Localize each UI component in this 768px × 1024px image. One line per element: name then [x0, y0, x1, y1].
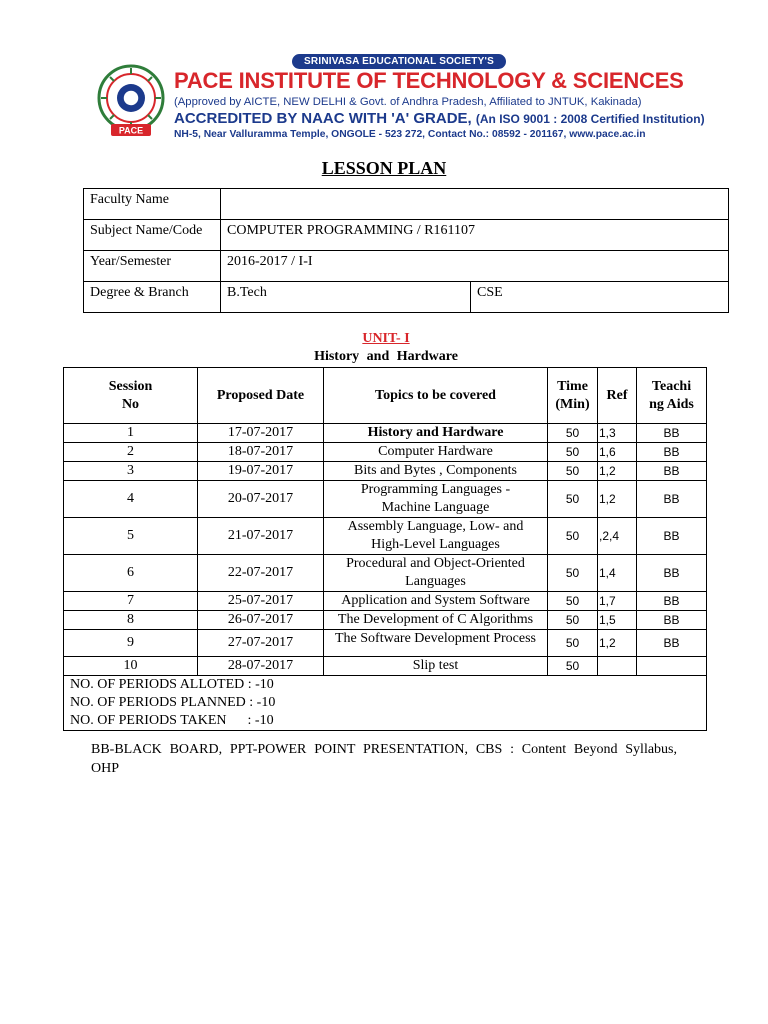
- course-info-table: [83, 188, 729, 313]
- table-row: [64, 518, 707, 555]
- proposed-date: 27-07-2017: [198, 630, 324, 657]
- unit-subtitle: History and Hardware: [314, 349, 458, 364]
- lesson-schedule-table: [63, 367, 707, 731]
- document-title: LESSON PLAN: [321, 158, 447, 178]
- ref: 1,3: [598, 424, 637, 443]
- teaching-aids: BB: [637, 443, 707, 462]
- topic: Slip test: [324, 657, 548, 676]
- session-no: 1: [64, 424, 198, 443]
- proposed-date: 25-07-2017: [198, 592, 324, 611]
- time-min: 50: [548, 611, 598, 630]
- ref: 1,5: [598, 611, 637, 630]
- topic-line1: Procedural and Object-Oriented: [346, 556, 525, 571]
- time-min: 50: [548, 657, 598, 676]
- table-row: [64, 555, 707, 592]
- header-session: [64, 368, 198, 424]
- header-session-line2: No: [121, 396, 140, 412]
- letterhead: [94, 52, 705, 142]
- topic-line1: Programming Languages -: [360, 482, 511, 497]
- topic: Computer Hardware: [324, 443, 548, 462]
- time-min: 50: [548, 443, 598, 462]
- periods-alloted: NO. OF PERIODS ALLOTED : -10: [70, 677, 274, 692]
- time-min: 50: [548, 555, 598, 592]
- degree-row: [84, 282, 729, 313]
- subject-value: COMPUTER PROGRAMMING / R161107: [221, 220, 729, 251]
- periods-summary: [64, 676, 707, 731]
- proposed-date: 18-07-2017: [198, 443, 324, 462]
- branch-value: CSE: [471, 282, 729, 313]
- proposed-date: 19-07-2017: [198, 462, 324, 481]
- schedule-header-row: [64, 368, 707, 424]
- header-time-line2: (Min): [555, 396, 590, 412]
- teaching-aids: BB: [637, 481, 707, 518]
- topic-line1: Assembly Language, Low- and: [347, 519, 524, 534]
- proposed-date: 21-07-2017: [198, 518, 324, 555]
- teaching-aids: BB: [637, 518, 707, 555]
- ref: 1,2: [598, 630, 637, 657]
- topic: The Software Development Process: [324, 630, 548, 657]
- ref: ,2,4: [598, 518, 637, 555]
- header-date: Proposed Date: [198, 368, 324, 424]
- society-name: SRINIVASA EDUCATIONAL SOCIETY'S: [292, 54, 506, 69]
- topic: History and Hardware: [324, 424, 548, 443]
- subject-row: [84, 220, 729, 251]
- time-min: 50: [548, 424, 598, 443]
- teaching-aids: BB: [637, 630, 707, 657]
- table-row: [64, 630, 707, 657]
- approval-line: (Approved by AICTE, NEW DELHI & Govt. of Andhra Pradesh, Affiliated to JNTUK, Kakinada): [174, 96, 642, 108]
- periods-summary-row: [64, 676, 707, 731]
- teaching-aids: BB: [637, 592, 707, 611]
- table-row: [64, 592, 707, 611]
- session-no: 6: [64, 555, 198, 592]
- header-ref: Ref: [598, 368, 637, 424]
- ref: 1,7: [598, 592, 637, 611]
- table-row: [64, 443, 707, 462]
- time-min: 50: [548, 592, 598, 611]
- faculty-label: Faculty Name: [84, 189, 221, 220]
- topic-line2: Machine Language: [381, 500, 490, 515]
- topic: [324, 518, 548, 555]
- topic: The Development of C Algorithms: [324, 611, 548, 630]
- subject-label: Subject Name/Code: [84, 220, 221, 251]
- ref: 1,6: [598, 443, 637, 462]
- session-no: 8: [64, 611, 198, 630]
- table-row: [64, 657, 707, 676]
- unit-title: UNIT- I: [362, 331, 410, 346]
- session-no: 10: [64, 657, 198, 676]
- session-no: 9: [64, 630, 198, 657]
- table-row: [64, 481, 707, 518]
- table-row: [64, 611, 707, 630]
- institute-name: PACE INSTITUTE OF TECHNOLOGY & SCIENCES: [174, 68, 684, 93]
- year-value: 2016-2017 / I-I: [221, 251, 729, 282]
- session-no: 2: [64, 443, 198, 462]
- header-aids-line1: Teachi: [651, 378, 692, 394]
- topic: Bits and Bytes , Components: [324, 462, 548, 481]
- faculty-row: [84, 189, 729, 220]
- abbreviation-legend: BB-BLACK BOARD, PPT-POWER POINT PRESENTATION, CBS : Content Beyond Syllabus, OHP: [91, 742, 677, 776]
- time-min: 50: [548, 481, 598, 518]
- accreditation-main: ACCREDITED BY NAAC WITH 'A' GRADE,: [174, 110, 472, 127]
- proposed-date: 26-07-2017: [198, 611, 324, 630]
- logo-label: PACE: [118, 125, 144, 136]
- table-row: [64, 424, 707, 443]
- session-no: 5: [64, 518, 198, 555]
- degree-value: B.Tech: [221, 282, 471, 313]
- proposed-date: 17-07-2017: [198, 424, 324, 443]
- accreditation-line: [174, 110, 705, 127]
- teaching-aids: BB: [637, 462, 707, 481]
- topic: [324, 481, 548, 518]
- faculty-value: [221, 189, 729, 220]
- session-no: 4: [64, 481, 198, 518]
- topic: Application and System Software: [324, 592, 548, 611]
- periods-taken: NO. OF PERIODS TAKEN : -10: [70, 713, 274, 728]
- ref: 1,2: [598, 481, 637, 518]
- header-time-line1: Time: [557, 378, 588, 394]
- time-min: 50: [548, 630, 598, 657]
- session-no: 3: [64, 462, 198, 481]
- time-min: 50: [548, 462, 598, 481]
- ref: [598, 657, 637, 676]
- topic: [324, 555, 548, 592]
- ref: 1,4: [598, 555, 637, 592]
- teaching-aids: BB: [637, 424, 707, 443]
- session-no: 7: [64, 592, 198, 611]
- accreditation-iso: (An ISO 9001 : 2008 Certified Institution): [475, 112, 705, 126]
- proposed-date: 20-07-2017: [198, 481, 324, 518]
- topic-line2: High-Level Languages: [371, 537, 500, 552]
- teaching-aids: BB: [637, 611, 707, 630]
- ref: 1,2: [598, 462, 637, 481]
- proposed-date: 22-07-2017: [198, 555, 324, 592]
- year-row: [84, 251, 729, 282]
- teaching-aids: [637, 657, 707, 676]
- header-aids: [637, 368, 707, 424]
- header-aids-line2: ng Aids: [649, 396, 694, 412]
- teaching-aids: BB: [637, 555, 707, 592]
- header-session-line1: Session: [108, 378, 153, 394]
- year-label: Year/Semester: [84, 251, 221, 282]
- address-line: NH-5, Near Valluramma Temple, ONGOLE - 523 272, Contact No.: 08592 - 201167, www.pace.ac.in: [174, 129, 646, 140]
- time-min: 50: [548, 518, 598, 555]
- header-topics: Topics to be covered: [324, 368, 548, 424]
- proposed-date: 28-07-2017: [198, 657, 324, 676]
- table-row: [64, 462, 707, 481]
- topic-line2: Languages: [405, 574, 466, 589]
- institute-logo: [94, 64, 168, 138]
- periods-planned: NO. OF PERIODS PLANNED : -10: [70, 695, 276, 710]
- header-time: [548, 368, 598, 424]
- degree-label: Degree & Branch: [84, 282, 221, 313]
